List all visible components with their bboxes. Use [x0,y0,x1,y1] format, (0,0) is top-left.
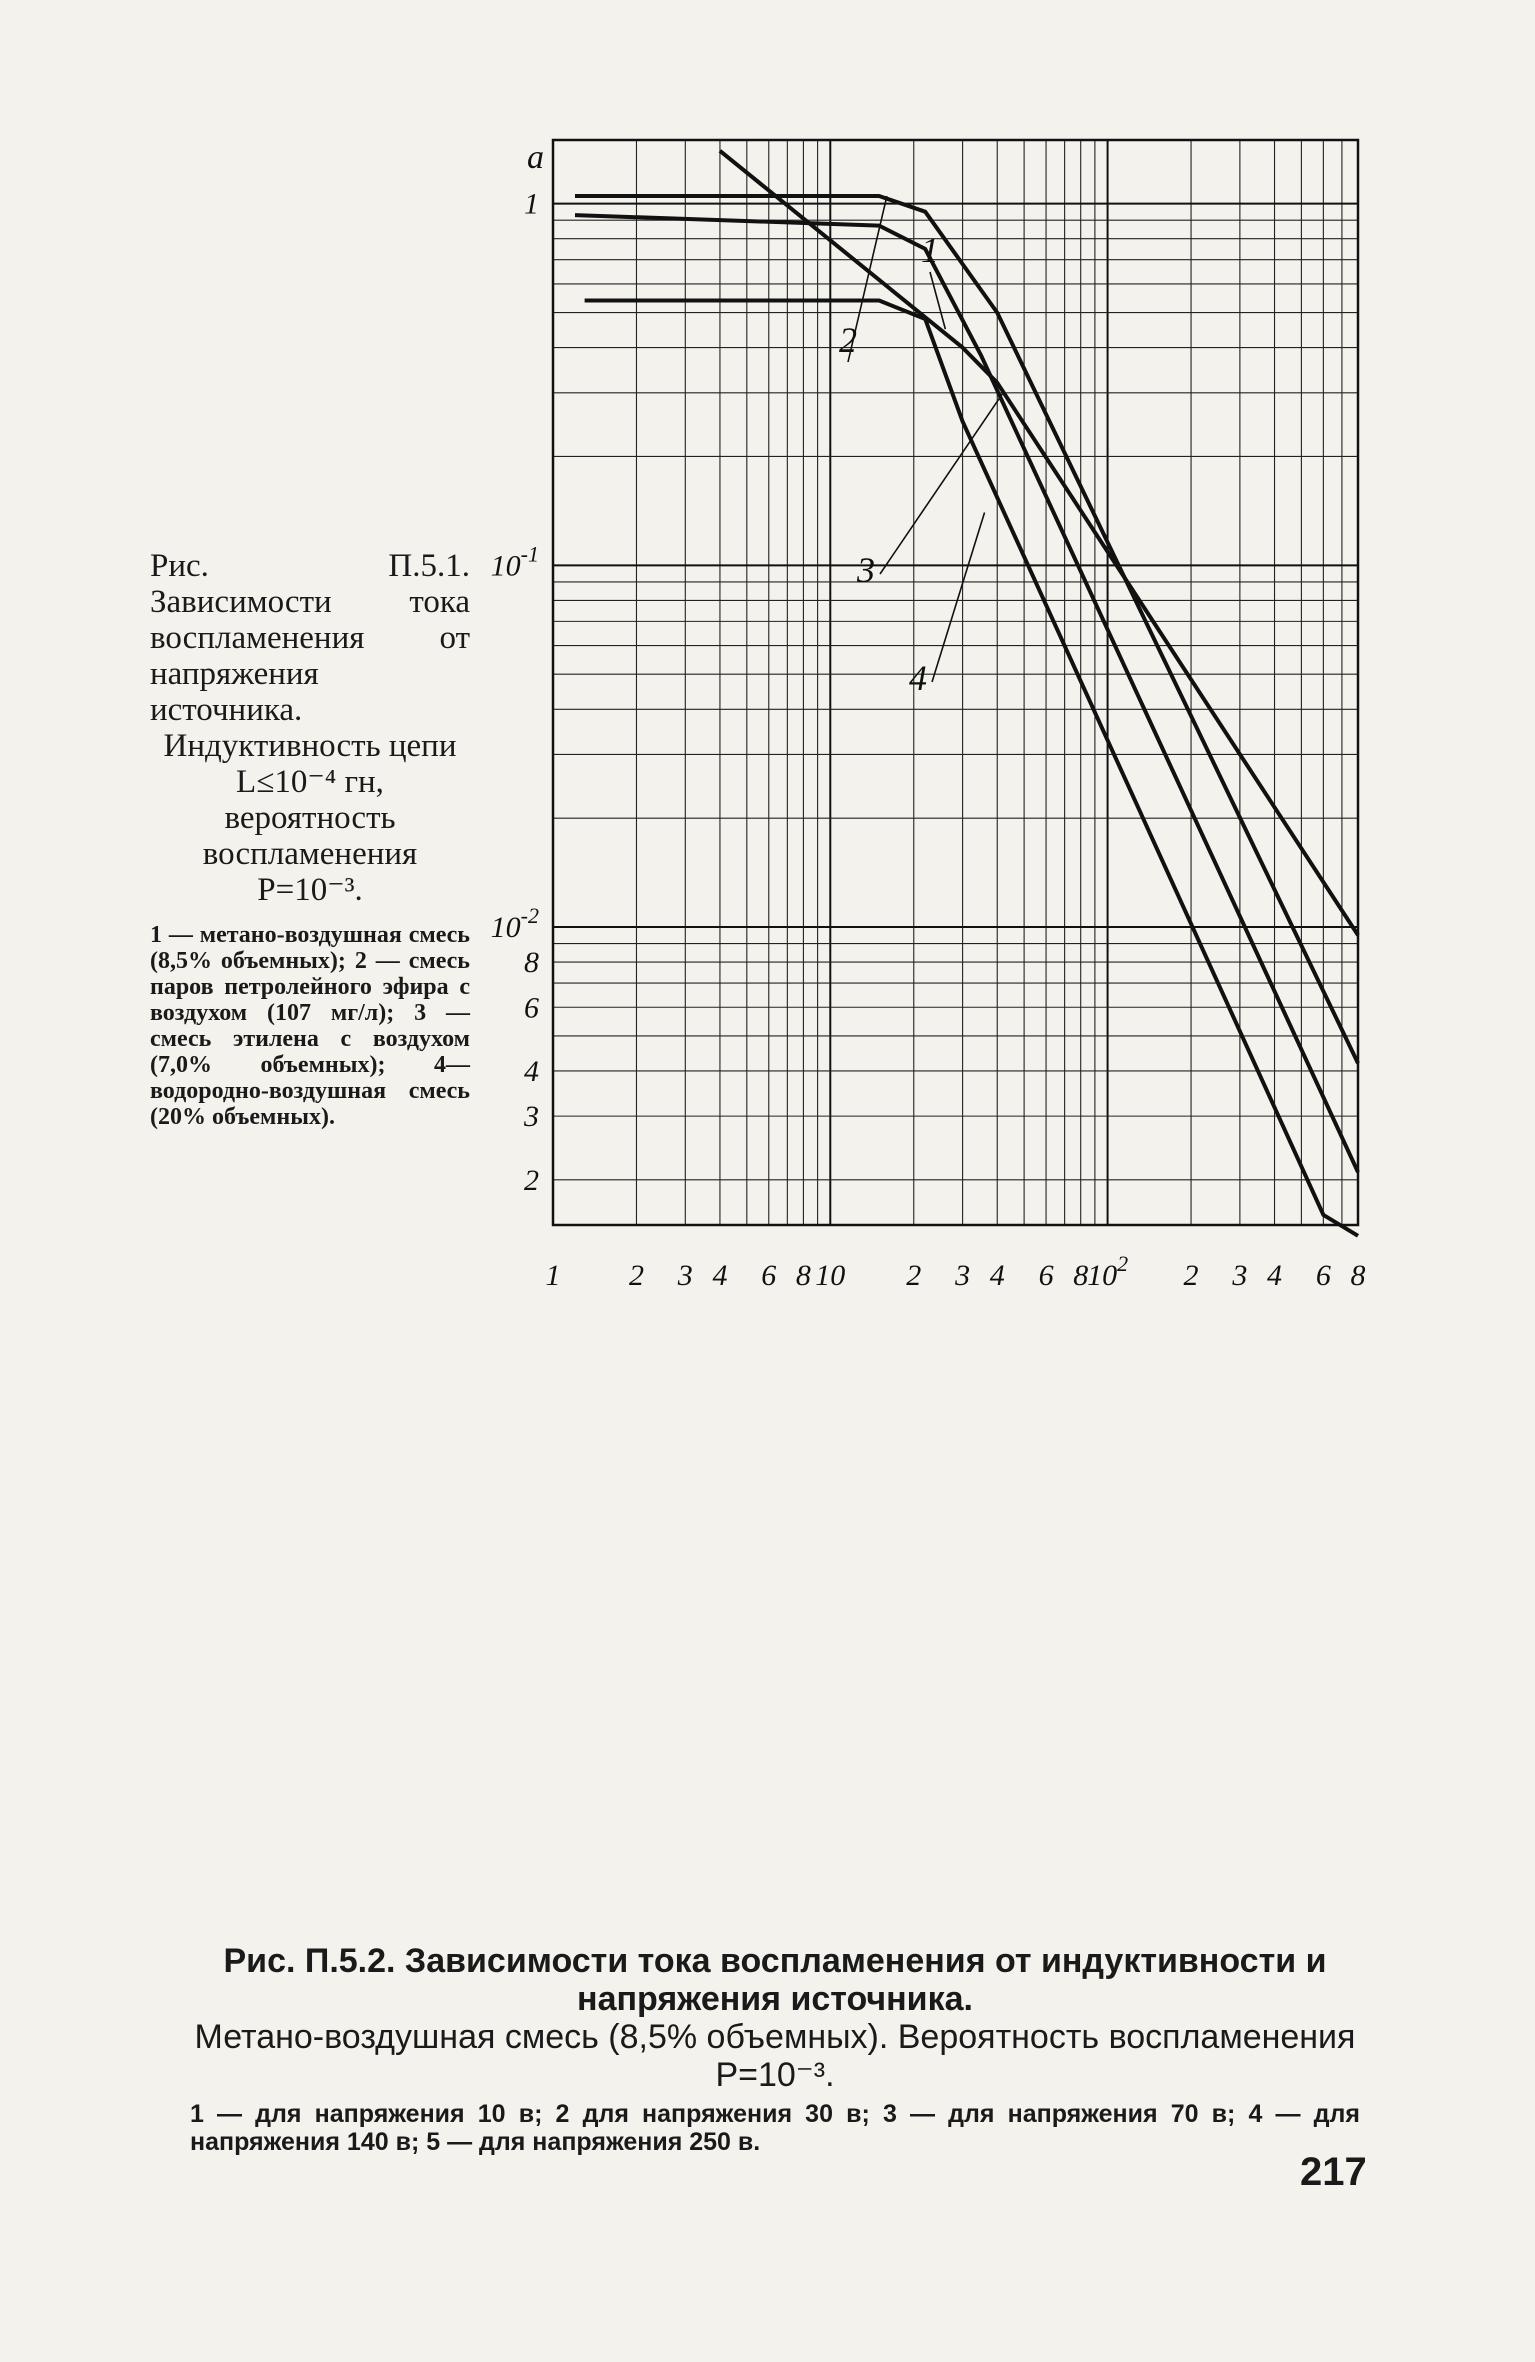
fig1-label-leader [880,393,1003,574]
fig1-series-label: 3 [857,550,875,590]
fig1-x-tick-label: 3 [1232,1259,1248,1292]
fig1-x-tick-label: 4 [712,1259,728,1292]
fig1-x-tick-label: 4 [1267,1259,1283,1292]
fig1-x-tick-label: 6 [1038,1259,1054,1292]
fig1-x-tick-label: 2 [628,1259,644,1292]
fig1-x-tick-label: 8 [1350,1259,1366,1292]
fig1-x-tick-label: 1 [545,1259,561,1292]
fig1-y-tick-label: 4 [524,1054,539,1088]
fig1-x-tick-label: 8 [1073,1259,1089,1292]
fig1-x-tick-label: 3 [677,1259,693,1292]
fig1-y-tick-label: 3 [524,1100,539,1134]
fig1-y-tick-label: 2 [524,1163,539,1197]
fig1-x-tick-label: 10 [815,1259,846,1292]
figure-2-caption-title: Рис. П.5.2. Зависимости тока воспламенения от индуктивности и напряжения источника. [223,1942,1327,2018]
fig1-y-tick-label: 6 [524,991,539,1025]
fig1-series-label: 4 [909,658,927,698]
figure-2-legend: 1 — для напряжения 10 в; 2 для напряжения 30 в; 3 — для напряжения 70 в; 4 — для напряжения 140 в; 5 — для напряжения 250 в. [190,2100,1360,2156]
fig1-x-tick-label: $10^2$ [1087,1251,1129,1292]
figure-2-caption [190,1942,1360,2156]
fig1-y-tick-label: $10^{-2}$ [490,903,539,945]
fig1-series-label: 2 [839,320,857,360]
fig1-series-1 [720,151,1358,935]
fig1-x-tick-label: 6 [1315,1259,1331,1292]
fig1-y-axis-label: a [527,139,544,176]
fig1-y-tick-label: $10^{-1}$ [490,541,539,583]
fig1-plot [491,139,1366,1292]
fig1-x-tick-label: 6 [761,1259,777,1292]
fig1-x-tick-label: 2 [906,1259,922,1292]
figure-2-caption-subtitle: Метано-воздушная смесь (8,5% объемных). Вероятность воспламенения P=10⁻³. [194,2018,1356,2094]
fig1-x-tick-label: 3 [955,1259,971,1292]
fig1-x-tick-label: 2 [1183,1259,1199,1292]
fig1-y-tick-label: 8 [524,946,539,980]
figure-1-caption-title: Рис. П.5.1. Зависимости тока воспламенения от напряжения источника. [150,548,470,728]
fig1-series-label: 1 [921,230,939,270]
fig1-y-tick-label: 1 [524,187,539,221]
fig1-label-leader [932,513,985,682]
figure-1-caption [150,548,470,1130]
figure-1-caption-params: Индуктивность цепи L≤10⁻⁴ гн, вероятность воспламенения P=10⁻³. [163,728,457,908]
fig1-x-tick-label: 8 [795,1259,811,1292]
fig1-x-tick-label: 4 [989,1259,1005,1292]
figure-1-legend: 1 — метано-воздушная смесь (8,5% объемных); 2 — смесь паров петролейного эфира с воздухом (107 мг/л); 3 — смесь этилена с воздухом (7,0% объемных); 4— водородно-воздушная смесь (20% объемных). [150,922,470,1130]
page-number: 217 [1300,2150,1367,2194]
